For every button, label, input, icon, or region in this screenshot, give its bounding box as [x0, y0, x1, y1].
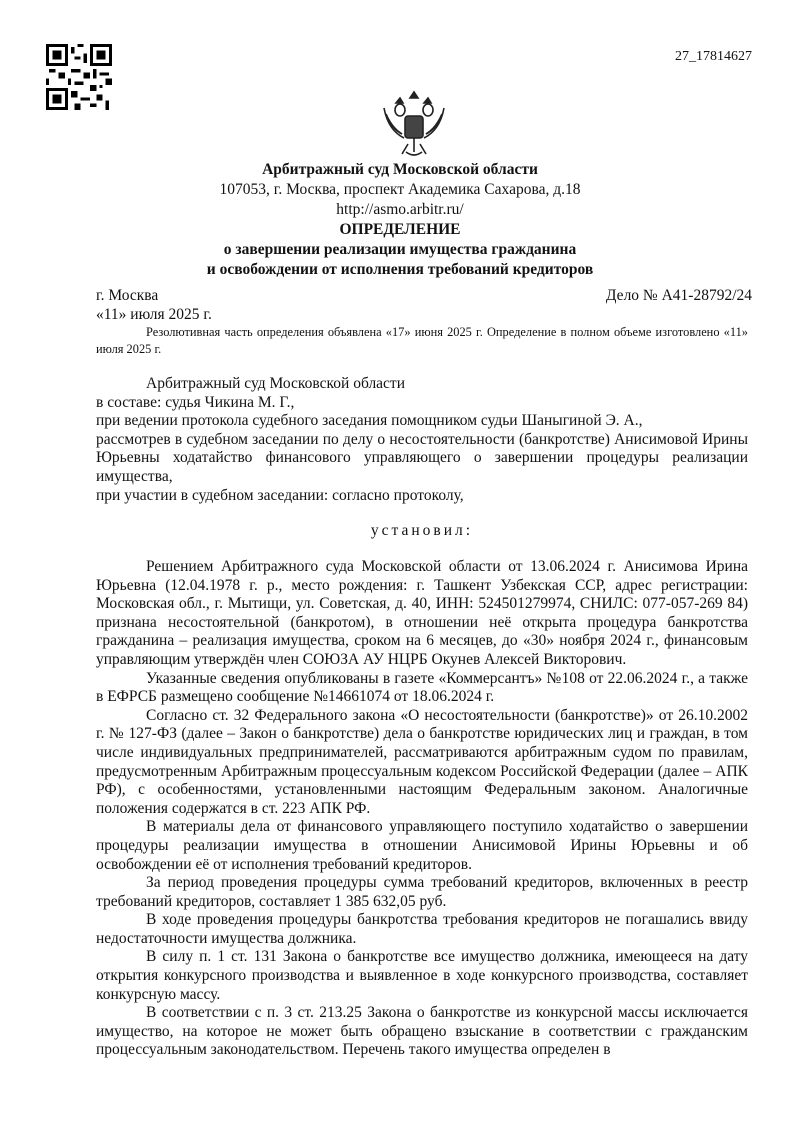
court-website: http://asmo.arbitr.ru/ — [336, 201, 464, 218]
court-name: Арбитражный суд Московской области — [262, 161, 538, 178]
document-subject-line-2: и освобождении от исполнения требований кредиторов — [206, 261, 594, 278]
court-address: 107053, г. Москва, проспект Академика Сахарова, д.18 — [219, 181, 581, 198]
case-number: Дело № А41-28792/24 — [605, 287, 752, 304]
intro-protocol: при ведении протокола судебного заседания помощником судьи Шаныгиной Э. А., — [96, 412, 643, 430]
paragraph: В силу п. 1 ст. 131 Закона о банкротстве все имущество должника, имеющееся на дату открытия конкурсного производства и выявленное в ходе конкурсного производства, составляет конкурсную массу. — [96, 948, 748, 1003]
paragraph: Решением Арбитражного суда Московской области от 13.06.2024 г. Анисимова Ирина Юрьевна (12.04.1978 г. р., место рождения: г. Ташкент Узбекская ССР, адрес регистрации: Московская обл., г. Мытищи, ул. Советская, д. 40, ИНН: 524501279974, СНИЛС: 077-057-269 84) признана несостоятельной (банкротом), в отношении неё открыта процедура банкротства гражданина – реализация имущества, сроком на 6 месяцев, до «30» ноября 2024 г., финансовым управляющим утверждён член СОЮЗА АУ НЦРБ Окунев Алексей Викторович. — [96, 558, 748, 668]
document-type: ОПРЕДЕЛЕНИЕ — [339, 221, 461, 238]
paragraph: В соответствии с п. 3 ст. 213.25 Закона о банкротстве из конкурсной массы исключается имущество, на которое не может быть обращено взыскание в соответствии с гражданским процессуальным законодательством. Перечень такого имущества определен в — [96, 1004, 748, 1059]
resolution-note: Резолютивная часть определения объявлена «17» июня 2025 г. Определение в полном объеме изготовлено «11» июля 2025 г. — [96, 325, 748, 356]
document-number: 27_17814627 — [675, 49, 752, 64]
document-subject-line-1: о завершении реализации имущества гражданина — [223, 241, 577, 258]
intro-block — [96, 375, 748, 505]
main-text — [96, 558, 748, 1060]
established-heading: установил: — [370, 522, 474, 539]
intro-participation: при участии в судебном заседании: согласно протоколу, — [96, 486, 464, 504]
paragraph: В материалы дела от финансового управляющего поступило ходатайство о завершении процедуры реализации имущества в отношении Анисимовой Ирины Юрьевны и об освобождении её от исполнения требований кредиторов. — [96, 818, 748, 873]
city: г. Москва — [96, 287, 159, 304]
state-emblem-icon — [378, 84, 450, 160]
document-date: «11» июля 2025 г. — [96, 306, 212, 323]
qr-code-icon — [46, 44, 112, 110]
intro-composition: в составе: судья Чикина М. Г., — [96, 393, 295, 411]
paragraph: В ходе проведения процедуры банкротства требования кредиторов не погашались ввиду недостаточности имущества должника. — [96, 911, 748, 947]
intro-court: Арбитражный суд Московской области — [146, 375, 406, 392]
paragraph: Согласно ст. 32 Федерального закона «О несостоятельности (банкротстве)» от 26.10.2002 г. № 127-ФЗ (далее – Закон о банкротстве) дела о банкротстве юридических лиц и граждан, в том числе индивидуальных предпринимателей, рассматриваются арбитражным судом по правилам, предусмотренным Арбитражным процессуальным кодексом Российской Федерации (далее – АПК РФ), с особенностями, установленными настоящим Федеральным законом. Аналогичные положения содержатся в ст. 223 АПК РФ. — [96, 706, 748, 817]
court-header — [0, 160, 800, 280]
paragraph: За период проведения процедуры сумма требований кредиторов, включенных в реестр требований кредиторов, составляет 1 385 632,05 руб. — [96, 874, 748, 910]
paragraph: Указанные сведения опубликованы в газете «Коммерсантъ» №108 от 22.06.2024 г., а также в ЕФРСБ размещено сообщение №14661074 от 18.06.2024 г. — [96, 669, 748, 706]
intro-considering: рассмотрев в судебном заседании по делу о несостоятельности (банкротстве) Анисимовой Ирины Юрьевны ходатайство финансового управляющего о завершении процедуры реализации имущества, — [96, 430, 748, 485]
